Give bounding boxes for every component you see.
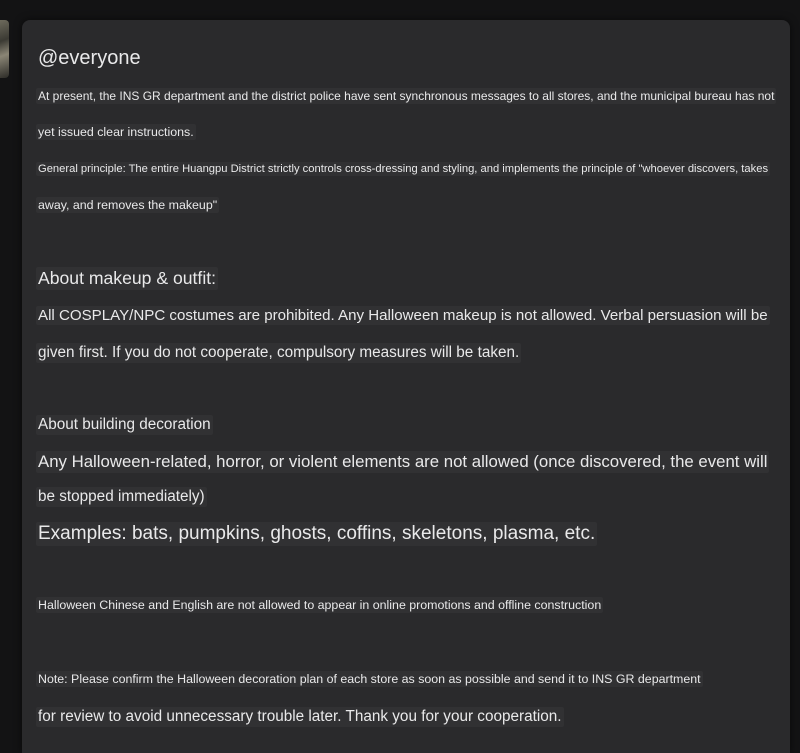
makeup-heading: About makeup & outfit: — [38, 268, 216, 288]
note-line-1: Note: Please confirm the Halloween decoration plan of each store as soon as possible and send it to INS GR department — [38, 672, 701, 686]
makeup-line-1: All COSPLAY/NPC costumes are prohibited. Any Halloween makeup is not allowed. Verbal persuasion will be — [38, 307, 768, 324]
examples-line: Examples: bats, pumpkins, ghosts, coffins, skeletons, plasma, etc. — [38, 523, 596, 544]
language-rule-line: Halloween Chinese and English are not allowed to appear in online promotions and offline construction — [38, 598, 602, 612]
building-line-1: Any Halloween-related, horror, or violent elements are not allowed (once discovered, the event will — [38, 452, 768, 471]
building-heading: About building decoration — [38, 416, 211, 433]
principle-line-1: General principle: The entire Huangpu District strictly controls cross-dressing and styling, and implements the principle of "whoever discovers, takes — [38, 163, 769, 175]
mention-everyone[interactable]: @everyone — [38, 47, 141, 69]
message-bubble — [22, 20, 790, 753]
principle-line-2: away, and removes the makeup" — [38, 198, 218, 212]
intro-line-2: yet issued clear instructions. — [38, 125, 194, 139]
sender-avatar[interactable] — [0, 20, 9, 78]
makeup-line-2: given first. If you do not cooperate, compulsory measures will be taken. — [38, 344, 520, 361]
building-line-2: be stopped immediately) — [38, 488, 205, 505]
intro-line-1: At present, the INS GR department and the district police have sent synchronous messages to all stores, and the municipal bureau has not — [38, 89, 775, 103]
note-line-2: for review to avoid unnecessary trouble later. Thank you for your cooperation. — [38, 708, 562, 725]
